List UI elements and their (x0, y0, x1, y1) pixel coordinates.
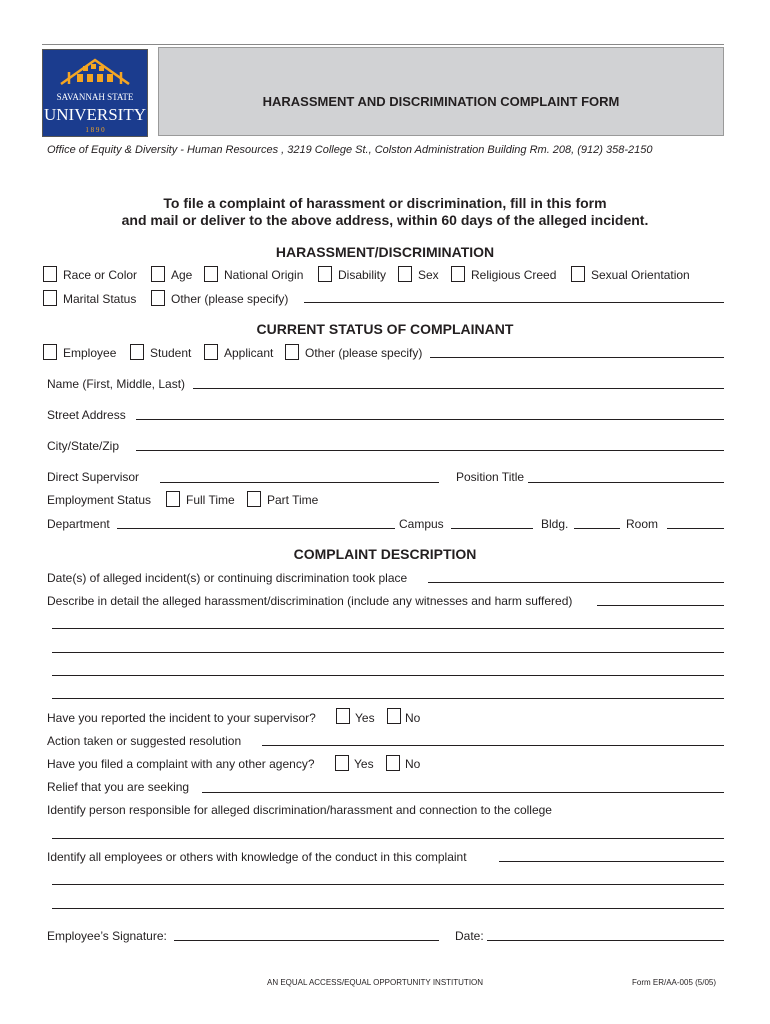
label-employment: Employment Status (47, 493, 152, 507)
logo-line2: UNIVERSITY (44, 105, 146, 124)
checkbox-part-time[interactable] (247, 491, 261, 507)
label-signature: Employee’s Signature: (47, 929, 167, 943)
dates-field[interactable] (428, 582, 724, 583)
checkbox-sex[interactable] (398, 266, 412, 282)
intro-line-1: To file a complaint of harassment or discrimination, fill in this form (163, 195, 607, 211)
label-national-origin: National Origin (224, 268, 304, 282)
top-rule (42, 44, 724, 45)
label-part-time: Part Time (267, 493, 319, 507)
label-religious-creed: Religious Creed (471, 268, 557, 282)
relief-field[interactable] (202, 792, 724, 793)
describe-line-3[interactable] (52, 675, 724, 676)
describe-line-1[interactable] (52, 628, 724, 629)
label-agency: Have you filed a complaint with any other agency? (47, 757, 315, 771)
identify-person-field[interactable] (52, 838, 724, 839)
checkbox-other-status[interactable] (285, 344, 299, 360)
checkbox-applicant[interactable] (204, 344, 218, 360)
describe-line-2[interactable] (52, 652, 724, 653)
city-field[interactable] (136, 450, 724, 451)
label-disability: Disability (338, 268, 387, 282)
label-other-status: Other (please specify) (305, 346, 423, 360)
label-full-time: Full Time (186, 493, 235, 507)
label-describe: Describe in detail the alleged harassment/discrimination (include any witnesses and harm suffered) (47, 594, 573, 608)
identify-employees-field[interactable] (499, 861, 724, 862)
position-field[interactable] (528, 482, 724, 483)
name-field[interactable] (193, 388, 724, 389)
label-room: Room (626, 517, 659, 531)
label-name: Name (First, Middle, Last) (47, 377, 186, 391)
checkbox-national-origin[interactable] (204, 266, 218, 282)
checkbox-employee[interactable] (43, 344, 57, 360)
label-reported-yes: Yes (355, 711, 375, 725)
label-relief: Relief that you are seeking (47, 780, 190, 794)
logo-line3: 1 8 9 0 (85, 126, 105, 134)
label-position: Position Title (456, 470, 525, 484)
label-campus: Campus (399, 517, 444, 531)
checkbox-religious-creed[interactable] (451, 266, 465, 282)
checkbox-age[interactable] (151, 266, 165, 282)
label-employee: Employee (63, 346, 117, 360)
checkbox-other-harassment[interactable] (151, 290, 165, 306)
other-status-field[interactable] (430, 357, 724, 358)
other-harassment-field[interactable] (304, 302, 724, 303)
complaint-heading: COMPLAINT DESCRIPTION (293, 546, 477, 562)
date-field[interactable] (487, 940, 724, 941)
label-agency-yes: Yes (354, 757, 374, 771)
logo-line1: SAVANNAH STATE (56, 92, 134, 102)
identify-employees-line-2[interactable] (52, 908, 724, 909)
form-title: HARASSMENT AND DISCRIMINATION COMPLAINT FORM (262, 94, 620, 109)
action-field[interactable] (262, 745, 724, 746)
checkbox-reported-no[interactable] (387, 708, 401, 724)
describe-field[interactable] (597, 605, 724, 606)
label-age: Age (171, 268, 193, 282)
label-action: Action taken or suggested resolution (47, 734, 242, 748)
supervisor-field[interactable] (160, 482, 439, 483)
describe-line-4[interactable] (52, 698, 724, 699)
label-street: Street Address (47, 408, 126, 422)
checkbox-agency-no[interactable] (386, 755, 400, 771)
label-other-harassment: Other (please specify) (171, 292, 289, 306)
checkbox-disability[interactable] (318, 266, 332, 282)
label-marital-status: Marital Status (63, 292, 137, 306)
label-applicant: Applicant (224, 346, 274, 360)
checkbox-race-color[interactable] (43, 266, 57, 282)
label-department: Department (47, 517, 110, 531)
street-field[interactable] (136, 419, 724, 420)
logo-building-icon (43, 50, 147, 136)
department-field[interactable] (117, 528, 395, 529)
checkbox-full-time[interactable] (166, 491, 180, 507)
signature-field[interactable] (174, 940, 439, 941)
university-logo (42, 49, 148, 137)
label-sex: Sex (418, 268, 439, 282)
label-agency-no: No (405, 757, 421, 771)
label-city: City/State/Zip (47, 439, 120, 453)
label-reported-no: No (405, 711, 421, 725)
checkbox-agency-yes[interactable] (335, 755, 349, 771)
checkbox-marital-status[interactable] (43, 290, 57, 306)
checkbox-reported-yes[interactable] (336, 708, 350, 724)
label-sexual-orientation: Sexual Orientation (591, 268, 690, 282)
harassment-heading: HARASSMENT/DISCRIMINATION (275, 244, 495, 260)
intro-line-2: and mail or deliver to the above address, within 60 days of the alleged incident. (121, 212, 649, 228)
footer-form-id: Form ER/AA-005 (5/05) (632, 978, 717, 987)
identify-employees-line-1[interactable] (52, 884, 724, 885)
label-supervisor: Direct Supervisor (47, 470, 140, 484)
label-reported: Have you reported the incident to your supervisor? (47, 711, 316, 725)
room-field[interactable] (667, 528, 724, 529)
label-bldg: Bldg. (541, 517, 569, 531)
bldg-field[interactable] (574, 528, 620, 529)
label-student: Student (150, 346, 192, 360)
label-dates: Date(s) of alleged incident(s) or continuing discrimination took place (47, 571, 408, 585)
checkbox-sexual-orientation[interactable] (571, 266, 585, 282)
label-identify-person: Identify person responsible for alleged discrimination/harassment and connection to the college (47, 803, 552, 817)
label-identify-employees: Identify all employees or others with knowledge of the conduct in this complaint (47, 850, 467, 864)
label-race-color: Race or Color (63, 268, 138, 282)
status-heading: CURRENT STATUS OF COMPLAINANT (256, 321, 514, 337)
campus-field[interactable] (451, 528, 533, 529)
checkbox-student[interactable] (130, 344, 144, 360)
office-address: Office of Equity & Diversity - Human Resources , 3219 College St., Colston Administration Building Rm. 208, (912) 358-2150 (47, 144, 653, 156)
title-box (158, 47, 724, 136)
footer-institution: AN EQUAL ACCESS/EQUAL OPPORTUNITY INSTITUTION (267, 978, 484, 987)
label-date: Date: (455, 929, 484, 943)
